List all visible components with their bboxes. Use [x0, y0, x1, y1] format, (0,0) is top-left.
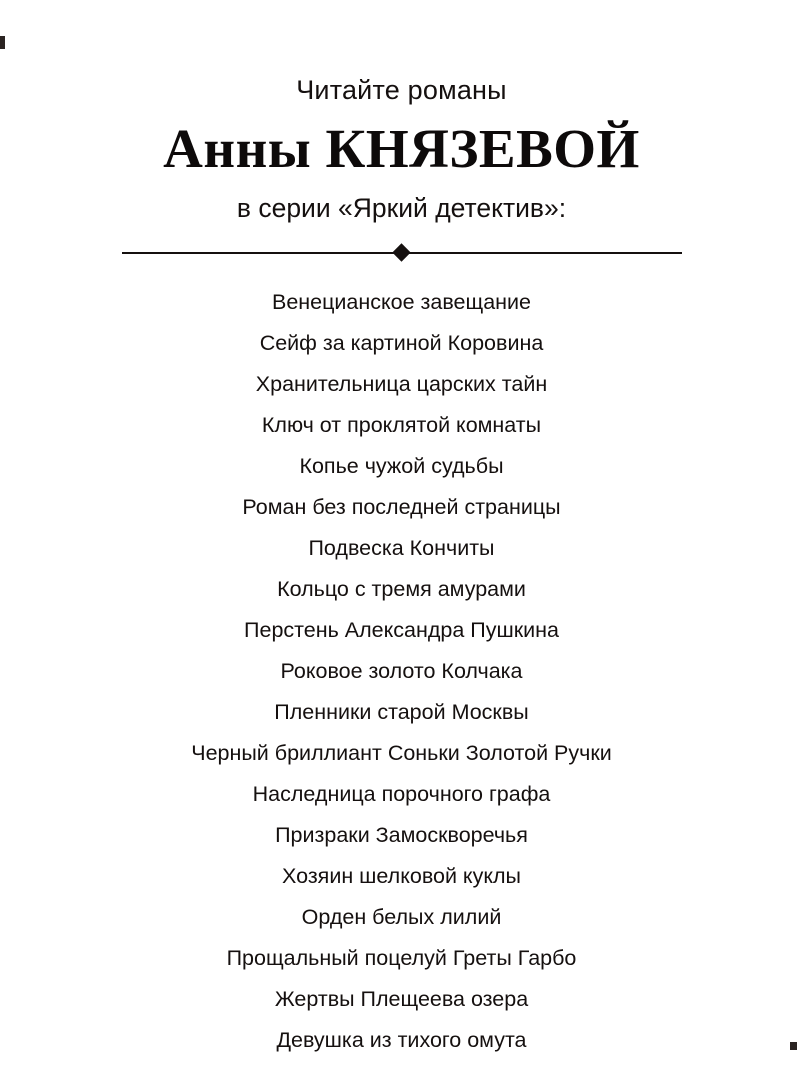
list-item: Девушка из тихого омута [276, 1027, 527, 1052]
read-novels-heading: Читайте романы [296, 75, 507, 105]
list-item: Пленники старой Москвы [274, 699, 529, 724]
list-item: Хозяин шелковой куклы [282, 863, 521, 888]
list-item: Сейф за картиной Коровина [259, 330, 544, 355]
series-title: в серии «Яркий детектив»: [236, 193, 567, 224]
list-item: Копье чужой судьбы [299, 453, 504, 478]
list-item: Роковое золото Колчака [280, 658, 523, 683]
list-item: Наследница порочного графа [252, 781, 551, 806]
list-item: Орден белых лилий [301, 904, 502, 929]
list-item: Черный бриллиант Соньки Золотой Ручки [191, 740, 612, 765]
list-item: Ключ от проклятой комнаты [261, 412, 542, 437]
list-item: Подвеска Кончиты [308, 535, 495, 560]
list-item: Призраки Замоскворечья [275, 822, 528, 847]
author-first-name: Анны [163, 117, 312, 179]
list-item: Венецианское завещание [271, 289, 531, 314]
diamond-icon [392, 243, 410, 261]
list-item: Перстень Александра Пушкина [244, 617, 559, 642]
ornamental-divider [122, 246, 682, 260]
list-item: Кольцо с тремя амурами [277, 576, 526, 601]
list-item: Жертвы Плещеева озера [274, 986, 529, 1011]
book-title-list [0, 282, 803, 1061]
cover-content [0, 76, 803, 1061]
list-item: Прощальный поцелуй Греты Гарбо [226, 945, 577, 970]
print-mark-top-left [0, 36, 5, 49]
list-item: Хранительница царских тайн [255, 371, 548, 396]
author-name [0, 117, 803, 179]
list-item: Роман без последней страницы [242, 494, 561, 519]
author-surname: КНЯЗЕВОЙ [325, 117, 640, 179]
